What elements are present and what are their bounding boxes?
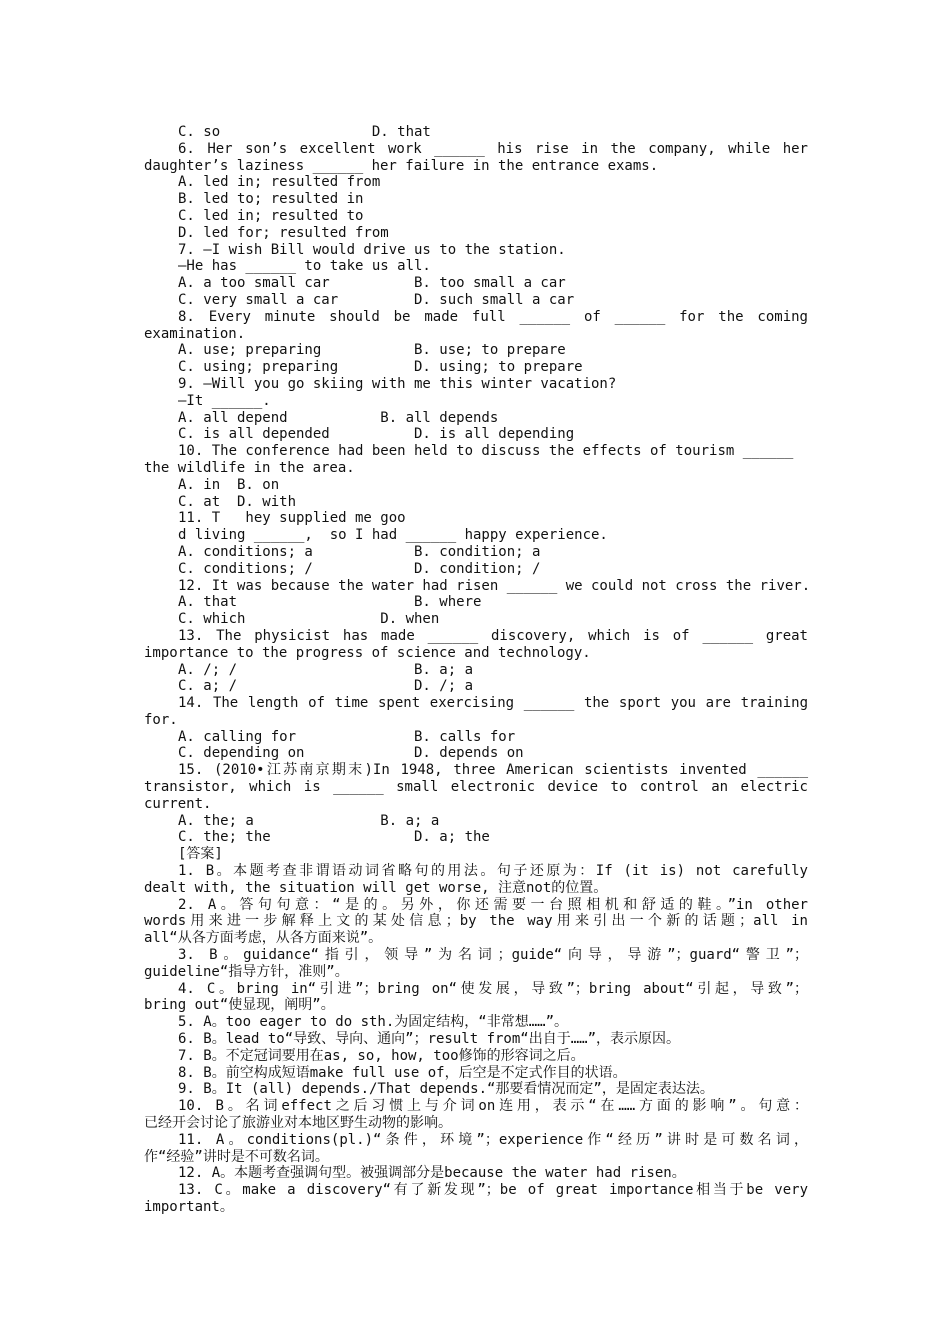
text-line: 8. Every minute should be made full ______ of ______ for the coming [178,308,808,325]
text-line: A. that B. where [178,594,482,611]
text-line: for. [144,711,178,728]
text-line: C. a; / D. /; a [178,678,474,695]
text-line: C. using; preparing D. using; to prepare [178,359,583,376]
text-line: 6. B。lead to“导致、导向、通向”；result from“出自于……”，表示原因。 [178,1031,681,1048]
text-line: 8. B。前空构成短语make full use of，后空是不定式作目的状语。 [178,1064,627,1081]
text-line: the wildlife in the area. [144,459,355,476]
text-line: A. all depend B. all depends [178,409,499,426]
text-line: 9. B。It (all) depends./That depends.“那要看情况而定”，是固定表达法。 [178,1081,714,1098]
text-line: 3. B。guidance“指引，领导”为名词；guide“向导，导游”；guard“警卫”； [178,947,808,964]
text-line: 已经开会讨论了旅游业对本地区野生动物的影响。 [144,1115,452,1132]
text-line: important。 [144,1199,234,1215]
text-line: 12. A。本题考查强调句型。被强调部分是because the water had risen。 [178,1165,686,1182]
text-line: C. at D. with [178,493,297,510]
text-line: C. depending on D. depends on [178,745,524,762]
text-line: 6. Her son’s excellent work ______ his rise in the company, while her [178,140,808,157]
text-line: current. [144,795,212,812]
text-line: 7. B。不定冠词要用在as, so, how, too修饰的形容词之后。 [178,1047,585,1064]
text-line: 13. C。make a discovery“有了新发现”；be of great importance相当于be very [178,1182,808,1199]
text-line: 9. —Will you go skiing with me this winter vacation? [178,375,617,392]
text-line: A. use; preparing B. use; to prepare [178,342,566,359]
text-line: 1. B。本题考查非谓语动词省略句的用法。句子还原为：If (it is) not carefully [178,863,808,880]
text-line: 10. The conference had been held to discuss the effects of tourism ______ [178,443,794,460]
text-line: 作“经验”讲时是不可数名词。 [144,1148,329,1165]
text-line: importance to the progress of science and technology. [144,644,591,661]
text-line: C. conditions; / D. condition; / [178,560,541,577]
text-line: 11. A。conditions(pl.)“条件，环境”；experience作“经历”讲时是可数名词， [178,1131,808,1148]
text-line: C. which D. when [178,611,440,628]
text-line: A. in B. on [178,476,280,493]
text-line: transistor, which is ______ small electronic device to control an electric [144,779,808,796]
text-line: A. conditions; a B. condition; a [178,543,541,560]
text-line: 7. —I wish Bill would drive us to the station. [178,241,566,258]
text-line: 12. It was because the water had risen ______ we could not cross the river. [178,577,811,594]
text-line: C. very small a car D. such small a car [178,291,575,308]
text-line: daughter’s laziness ______ her failure in the entrance exams. [144,157,659,174]
text-line: C. so D. that [178,124,431,140]
text-line: examination. [144,325,246,342]
text-line: [答案] [178,846,223,863]
document-body [144,124,811,1216]
text-line: C. led in; resulted to [178,207,364,224]
text-line: C. is all depended D. is all depending [178,426,575,443]
text-line: 11. T hey supplied me goo [178,510,406,527]
text-line: A. a too small car B. too small a car [178,275,566,292]
text-line: 14. The length of time spent exercising ______ the sport you are training [178,695,808,712]
text-line: —It ______. [178,392,271,409]
text-line: 10. B。名词effect之后习惯上与介词on连用，表示“在……方面的影响”。句意： [178,1098,808,1115]
text-line: 2. A。答句句意：“是的。另外，你还需要一台照相机和舒适的鞋。”in other [178,896,808,913]
text-line: A. calling for B. calls for [178,728,516,745]
text-line: 4. C。bring in“引进”；bring on“使发展，导致”；bring about“引起，导致”； [178,980,808,997]
text-line: words用来进一步解释上文的某处信息；by the way用来引出一个新的话题；all in [144,913,808,930]
text-line: d living ______, so I had ______ happy experience. [178,527,608,544]
text-line: guideline“指导方针，准则”。 [144,963,349,980]
text-line: A. /; / B. a; a [178,661,474,678]
text-line: A. led in; resulted from [178,174,381,191]
text-line: 13. The physicist has made ______ discovery, which is of ______ great [178,627,808,644]
text-line: C. the; the D. a; the [178,829,490,846]
text-line: D. led for; resulted from [178,224,389,241]
text-line: B. led to; resulted in [178,191,364,208]
text-line: A. the; a B. a; a [178,812,440,829]
text-line: bring out“使显现，阐明”。 [144,997,335,1014]
text-line: —He has ______ to take us all. [178,258,431,275]
text-line: 5. A。too eager to do sth.为固定结构，“非常想……”。 [178,1014,569,1031]
text-line: dealt with, the situation will get worse, 注意not的位置。 [144,879,608,896]
text-line: 15. (2010•江苏南京期末)In 1948, three American scientists invented ______ [178,762,808,779]
text-line: all“从各方面考虑，从各方面来说”。 [144,930,383,947]
